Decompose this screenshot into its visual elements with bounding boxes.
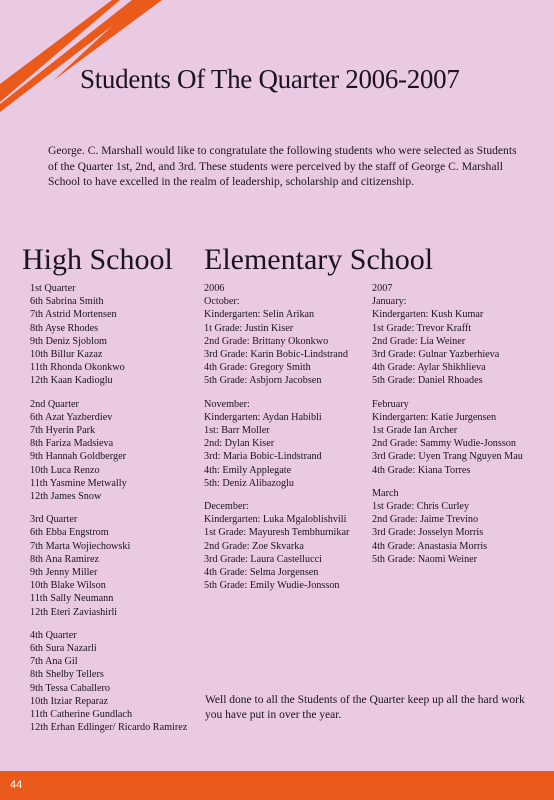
- student-entry: 12th James Snow: [30, 491, 102, 503]
- student-entry: 4th Grade: Selma Jorgensen: [204, 567, 319, 579]
- student-entry: 6th Sabrina Smith: [30, 296, 104, 308]
- intro-paragraph: George. C. Marshall would like to congratulate the following students who were selected as Students of the Quarter 1st, 2nd, and 3rd. These students were perceived by the staff of George C. Marshall School to have excelled in the realm of leadership, scholarship and citizenship.: [48, 144, 517, 188]
- student-entry: 2nd Grade: Zoe Skvarka: [204, 540, 304, 552]
- group-label: December:: [204, 501, 249, 513]
- group-label: October:: [204, 296, 240, 308]
- quarter-group: [372, 487, 523, 566]
- quarter-group: [372, 398, 523, 477]
- student-entry: 12th Erhan Edlinger/ Ricardo Ramirez: [30, 722, 188, 734]
- student-entry: 1st: Barr Moller: [204, 425, 270, 437]
- student-entry: 12th Eteri Zaviashirli: [30, 606, 118, 618]
- student-entry: 2nd Grade: Sammy Wudie-Jonsson: [372, 438, 516, 450]
- quarter-group: [30, 629, 187, 735]
- student-entry: 4th: Emily Applegate: [204, 464, 292, 476]
- group-label: 1st Quarter: [30, 283, 76, 294]
- student-entry: 2nd: Dylan Kiser: [204, 438, 275, 450]
- student-entry: Kindergarten: Aydan Habibli: [204, 411, 322, 423]
- student-entry: 10th Billur Kazaz: [30, 349, 103, 361]
- group-label: March: [372, 487, 399, 499]
- student-entry: 5th Grade: Daniel Rhoades: [372, 375, 483, 387]
- student-entry: 6th Azat Yazberdiev: [30, 411, 113, 423]
- elementary-2007-list: [372, 282, 523, 576]
- quarter-group: [372, 295, 523, 387]
- student-entry: 6th Ebba Engstrom: [30, 527, 109, 539]
- student-entry: 8th Ayse Rhodes: [30, 322, 99, 334]
- student-entry: 3rd Grade: Gulnar Yazberhieva: [372, 349, 500, 361]
- student-entry: 9th Tessa Caballero: [30, 682, 111, 694]
- student-entry: 11th Catherine Gundlach: [30, 709, 133, 721]
- student-entry: 4th Grade: Kiana Torres: [372, 464, 471, 476]
- student-entry: 3rd Grade: Josselyn Morris: [372, 527, 484, 539]
- student-entry: 3rd Grade: Karin Bobic-Lindstrand: [204, 349, 348, 361]
- student-entry: 10th Itziar Reparaz: [30, 695, 109, 707]
- student-entry: 5th Grade: Asbjorn Jacobsen: [204, 375, 322, 387]
- elementary-2006-list: [204, 282, 349, 602]
- high-school-list: [30, 282, 187, 745]
- student-entry: 7th Hyerin Park: [30, 425, 96, 437]
- group-label: 2nd Quarter: [30, 398, 79, 410]
- student-entry: 11th Sally Neumann: [30, 593, 114, 605]
- student-entry: 7th Astrid Mortensen: [30, 309, 117, 321]
- student-entry: 5th Grade: Emily Wudie-Jonsson: [204, 580, 340, 592]
- student-entry: 9th Jenny Miller: [30, 567, 98, 579]
- student-entry: 6th Sura Nazarli: [30, 643, 97, 655]
- group-label: November:: [204, 398, 250, 410]
- quarter-group: [204, 398, 349, 490]
- student-entry: 11th Yasmine Metwally: [30, 477, 127, 489]
- quarter-group: [30, 282, 187, 388]
- student-entry: 8th Ana Ramirez: [30, 553, 100, 565]
- quarter-group: [30, 513, 187, 619]
- quarter-group: [372, 282, 523, 295]
- student-entry: 1st Grade: Mayuresh Tembhurnikar: [204, 527, 350, 539]
- student-entry: 9th Deniz Sjoblom: [30, 335, 107, 347]
- high-school-heading: High School: [22, 243, 173, 276]
- student-entry: 1st Grade Ian Archer: [372, 425, 458, 437]
- group-label: January:: [372, 296, 407, 308]
- student-entry: 10th Luca Renzo: [30, 464, 100, 476]
- student-entry: Kindergarten: Luka Mgaloblishvili: [204, 514, 347, 526]
- student-entry: 2nd Grade: Brittany Okonkwo: [204, 335, 329, 347]
- quarter-group: [204, 500, 349, 592]
- group-label: 4th Quarter: [30, 629, 77, 641]
- stripe-gap: [0, 0, 146, 112]
- student-entry: 10th Blake Wilson: [30, 580, 106, 592]
- student-entry: 7th Marta Wojiechowski: [30, 540, 131, 552]
- student-entry: 4th Grade: Anastasia Morris: [372, 540, 488, 552]
- student-entry: 7th Ana Gil: [30, 656, 78, 668]
- quarter-group: [30, 398, 187, 504]
- student-entry: 2nd Grade: Lia Weiner: [372, 335, 466, 347]
- quarter-group: [204, 295, 349, 387]
- group-label: February: [372, 398, 409, 410]
- student-entry: 12th Kaan Kadioglu: [30, 375, 113, 387]
- student-entry: Kindergarten: Selin Arikan: [204, 309, 315, 321]
- group-label: 3rd Quarter: [30, 514, 78, 526]
- student-entry: 3rd: Maria Bobic-Lindstrand: [204, 451, 322, 463]
- student-entry: 4th Grade: Aylar Shikhlieva: [372, 362, 486, 374]
- closing-message: Well done to all the Students of the Quarter keep up all the hard work you have put in over the year.: [205, 694, 525, 721]
- page-title: Students Of The Quarter 2006-2007: [80, 64, 460, 94]
- student-entry: 1st Grade: Chris Curley: [372, 501, 470, 513]
- student-entry: 1st Grade: Trevor Krafft: [372, 322, 472, 334]
- student-entry: 5th Grade: Naomi Weiner: [372, 553, 478, 565]
- student-entry: 8th Fariza Madsieva: [30, 438, 114, 450]
- student-entry: 1t Grade: Justin Kiser: [204, 322, 294, 334]
- student-entry: 5th: Deniz Alibazoglu: [204, 477, 294, 489]
- student-entry: 3rd Grade: Uyen Trang Nguyen Mau: [372, 451, 523, 463]
- student-entry: 2nd Grade: Jaime Trevino: [372, 514, 479, 526]
- group-label: 2007: [372, 283, 393, 294]
- student-entry: Kindergarten: Katie Jurgensen: [372, 411, 497, 423]
- page-number: 44: [10, 779, 23, 791]
- group-label: 2006: [204, 283, 225, 294]
- student-entry: 8th Shelby Tellers: [30, 669, 104, 681]
- student-entry: 4th Grade: Gregory Smith: [204, 362, 311, 374]
- elementary-school-heading: Elementary School: [204, 243, 434, 276]
- footer-bar: [0, 771, 554, 800]
- student-entry: Kindergarten: Kush Kumar: [372, 309, 484, 321]
- student-entry: 11th Rhonda Okonkwo: [30, 362, 125, 374]
- quarter-group: [204, 282, 349, 295]
- student-entry: 9th Hannah Goldberger: [30, 451, 127, 463]
- student-entry: 3rd Grade: Laura Castellucci: [204, 553, 322, 565]
